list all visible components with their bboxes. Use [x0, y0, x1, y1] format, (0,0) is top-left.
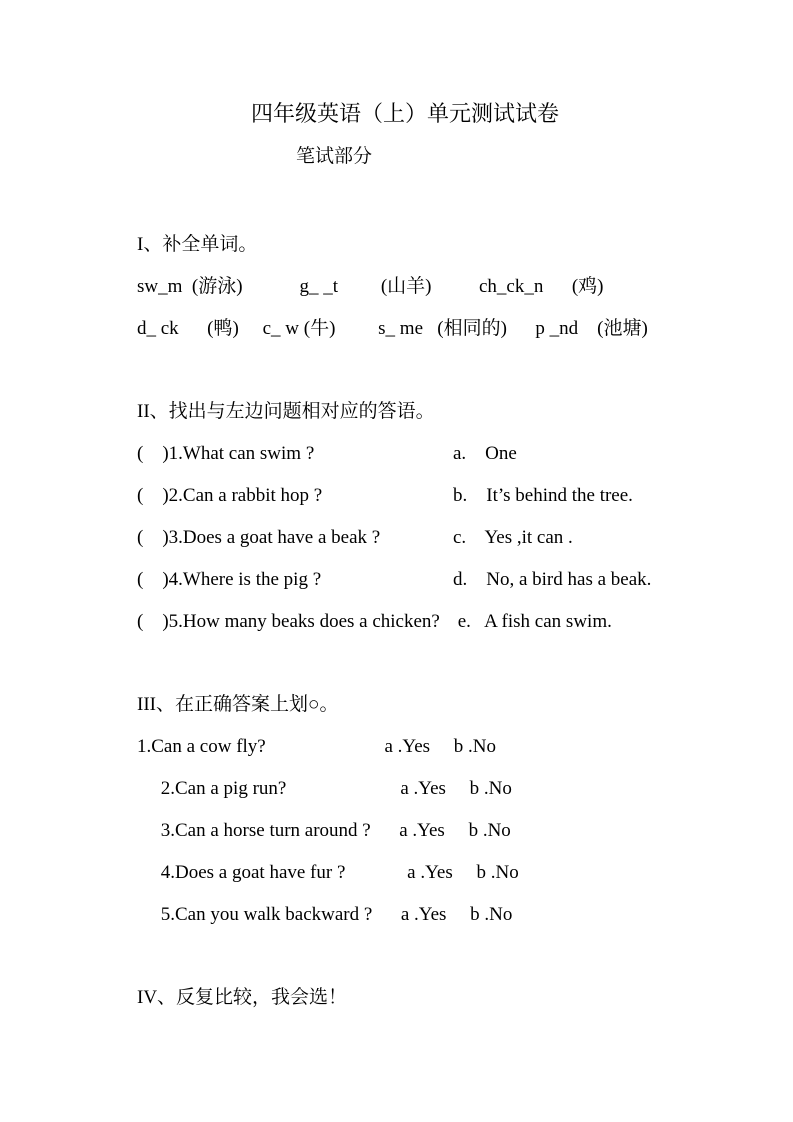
circle-item: 5.Can you walk backward ? a .Yes b .No [137, 904, 513, 925]
section-matching-heading: II、找出与左边问题相对应的答语。 [137, 401, 435, 422]
fill-words-line: sw_m (游泳) g_ _t (山羊) ch_ck_n (鸡) [137, 276, 604, 297]
circle-item: 2.Can a pig run? a .Yes b .No [137, 778, 512, 799]
match-question: ( )5.How many beaks does a chicken? [137, 611, 440, 632]
match-question: ( )3.Does a goat have a beak ? [137, 527, 381, 548]
match-row [137, 528, 673, 547]
match-answer: c. Yes ,it can . [453, 527, 573, 548]
match-question: ( )4.Where is the pig ? [137, 569, 322, 590]
match-row [137, 486, 673, 505]
match-answer: e. A fish can swim. [453, 611, 612, 632]
match-row [137, 570, 673, 589]
section-matching [137, 402, 673, 631]
match-answer: a. One [453, 443, 517, 464]
page-subtitle: 笔试部分 [296, 146, 373, 167]
circle-item: 3.Can a horse turn around ? a .Yes b .No [137, 820, 511, 841]
match-answer: b. It’s behind the tree. [453, 485, 633, 506]
page-title: 四年级英语（上）单元测试试卷 [250, 101, 559, 126]
match-answer: d. No, a bird has a beak. [453, 569, 652, 590]
circle-item: 1.Can a cow fly? a .Yes b .No [137, 736, 497, 757]
section-fill-words [137, 235, 673, 338]
circle-item: 4.Does a goat have fur ? a .Yes b .No [137, 862, 519, 883]
match-row [137, 444, 673, 463]
section-circle-answer [137, 695, 673, 924]
section-choose [137, 988, 673, 1007]
match-question: ( )1.What can swim ? [137, 443, 315, 464]
section-fill-words-heading: I、补全单词。 [137, 234, 258, 255]
match-row [137, 612, 673, 631]
fill-words-line: d_ ck (鸭) c_ w (牛) s_ me (相同的) p _nd (池塘) [137, 318, 648, 339]
section-choose-heading: IV、反复比较，我会选！ [137, 987, 348, 1008]
match-question: ( )2.Can a rabbit hop ? [137, 485, 323, 506]
section-circle-heading: III、在正确答案上划○。 [137, 694, 339, 715]
